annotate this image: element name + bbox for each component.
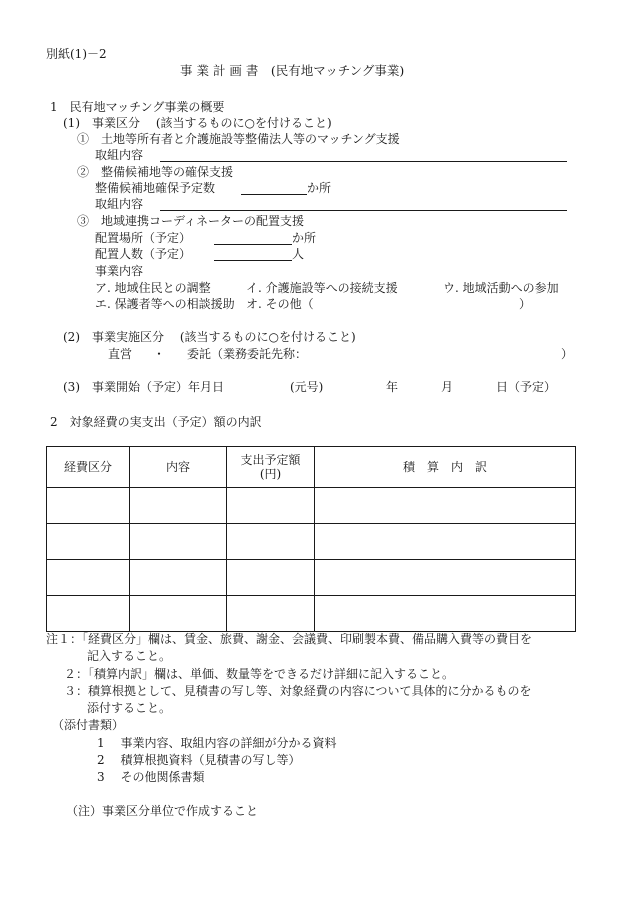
placement-location-field[interactable] [214, 244, 292, 245]
item3-content-label: 事業内容 [95, 264, 144, 278]
item2-content-label: 取組内容 [95, 197, 144, 211]
attachments-heading: （添付書類） [52, 718, 125, 732]
start-date-month: 月 [441, 380, 454, 394]
item1-content-label: 取組内容 [95, 148, 144, 162]
table-cell[interactable] [227, 560, 315, 596]
document-title: 事 業 計 画 書 (民有地マッチング事業) [180, 63, 405, 78]
note-1-line-1: 注１：「経費区分」欄は、賃金、旅費、謝金、会議費、印刷製本費、備品購入費等の費目を [46, 632, 533, 646]
implementation-category-label: (2) 事業実施区分 (該当するものに○を付けること) [63, 330, 356, 344]
option-a: ア. 地域住民との調整 [95, 281, 211, 295]
implementation-separator: ・ [153, 347, 166, 361]
planned-sites-unit: か所 [307, 181, 332, 195]
table-row [47, 488, 576, 524]
header-planned-amount-label: 支出予定額 [240, 453, 301, 467]
footer-note: （注）事業区分単位で作成すること [66, 804, 259, 818]
placement-location-label: 配置場所（予定） [95, 231, 192, 245]
table-cell[interactable] [47, 488, 130, 524]
option-i: イ. 介護施設等への接続支援 [246, 281, 398, 295]
start-date-label: (3) 事業開始（予定）年月日 [63, 380, 224, 394]
attachment-item: 3 その他関係書類 [97, 770, 205, 784]
header-planned-amount [227, 447, 315, 488]
implementation-close: ） [561, 347, 574, 361]
table-row [47, 560, 576, 596]
table-cell[interactable] [47, 560, 130, 596]
staff-count-field[interactable] [214, 260, 292, 261]
business-category-label: (1) 事業区分 (該当するものに○を付けること) [63, 116, 332, 130]
attachment-item: 1 事業内容、取組内容の詳細が分かる資料 [97, 736, 337, 750]
option-o-close: ） [519, 297, 532, 311]
option-u: ウ. 地域活動への参加 [443, 281, 559, 295]
start-date-era: (元号) [290, 380, 324, 394]
option-o: オ. その他（ [246, 297, 314, 311]
implementation-direct: 直営 [108, 347, 133, 361]
item1-content-field[interactable] [160, 161, 567, 162]
table-cell[interactable] [315, 560, 576, 596]
placement-location-unit: か所 [292, 231, 317, 245]
table-cell[interactable] [130, 488, 227, 524]
note-3-line-1: ３：積算根拠として、見積書の写し等、対象経費の内容について具体的に分かるものを [64, 684, 532, 698]
section1-heading: 1 民有地マッチング事業の概要 [50, 100, 225, 114]
expense-table-header-row [47, 447, 576, 488]
header-expense-category: 経費区分 [47, 447, 130, 488]
planned-sites-label: 整備候補地確保予定数 [95, 181, 216, 195]
header-calculation-breakdown: 積 算 内 訳 [315, 447, 576, 488]
table-cell[interactable] [130, 596, 227, 632]
section2-heading: 2 対象経費の実支出（予定）額の内訳 [50, 415, 262, 429]
table-row [47, 524, 576, 560]
category-coordinator-placement: ③ 地域連携コーディネーターの配置支援 [77, 214, 305, 228]
table-cell[interactable] [227, 488, 315, 524]
start-date-year: 年 [386, 380, 399, 394]
table-cell[interactable] [130, 524, 227, 560]
item2-content-field[interactable] [160, 210, 567, 211]
table-cell[interactable] [227, 596, 315, 632]
start-date-day: 日（予定） [496, 380, 557, 394]
note-3-line-2: 添付すること。 [87, 701, 172, 715]
table-cell[interactable] [130, 560, 227, 596]
table-cell[interactable] [315, 596, 576, 632]
table-cell[interactable] [47, 524, 130, 560]
staff-count-label: 配置人数（予定） [95, 247, 192, 261]
attachment-item: 2 積算根拠資料（見積書の写し等） [97, 753, 301, 767]
option-e: エ. 保護者等への相談援助 [95, 297, 235, 311]
header-content: 内容 [130, 447, 227, 488]
expense-table [46, 446, 576, 632]
implementation-contract: 委託（業務委託先称： [187, 347, 308, 361]
form-number: 別紙(1)－2 [46, 47, 107, 61]
header-planned-amount-unit: (円) [259, 467, 282, 481]
table-cell[interactable] [227, 524, 315, 560]
table-cell[interactable] [47, 596, 130, 632]
note-2: ２：「積算内訳」欄は、単価、数量等をできるだけ詳細に記入すること。 [64, 667, 455, 681]
table-row [47, 596, 576, 632]
table-cell[interactable] [315, 488, 576, 524]
planned-sites-field[interactable] [241, 194, 307, 195]
note-1-line-2: 記入すること。 [87, 649, 172, 663]
staff-count-unit: 人 [292, 247, 305, 261]
category-matching-support: ① 土地等所有者と介護施設等整備法人等のマッチング支援 [77, 132, 400, 146]
table-cell[interactable] [315, 524, 576, 560]
category-site-securing-support: ② 整備候補地等の確保支援 [77, 165, 234, 179]
